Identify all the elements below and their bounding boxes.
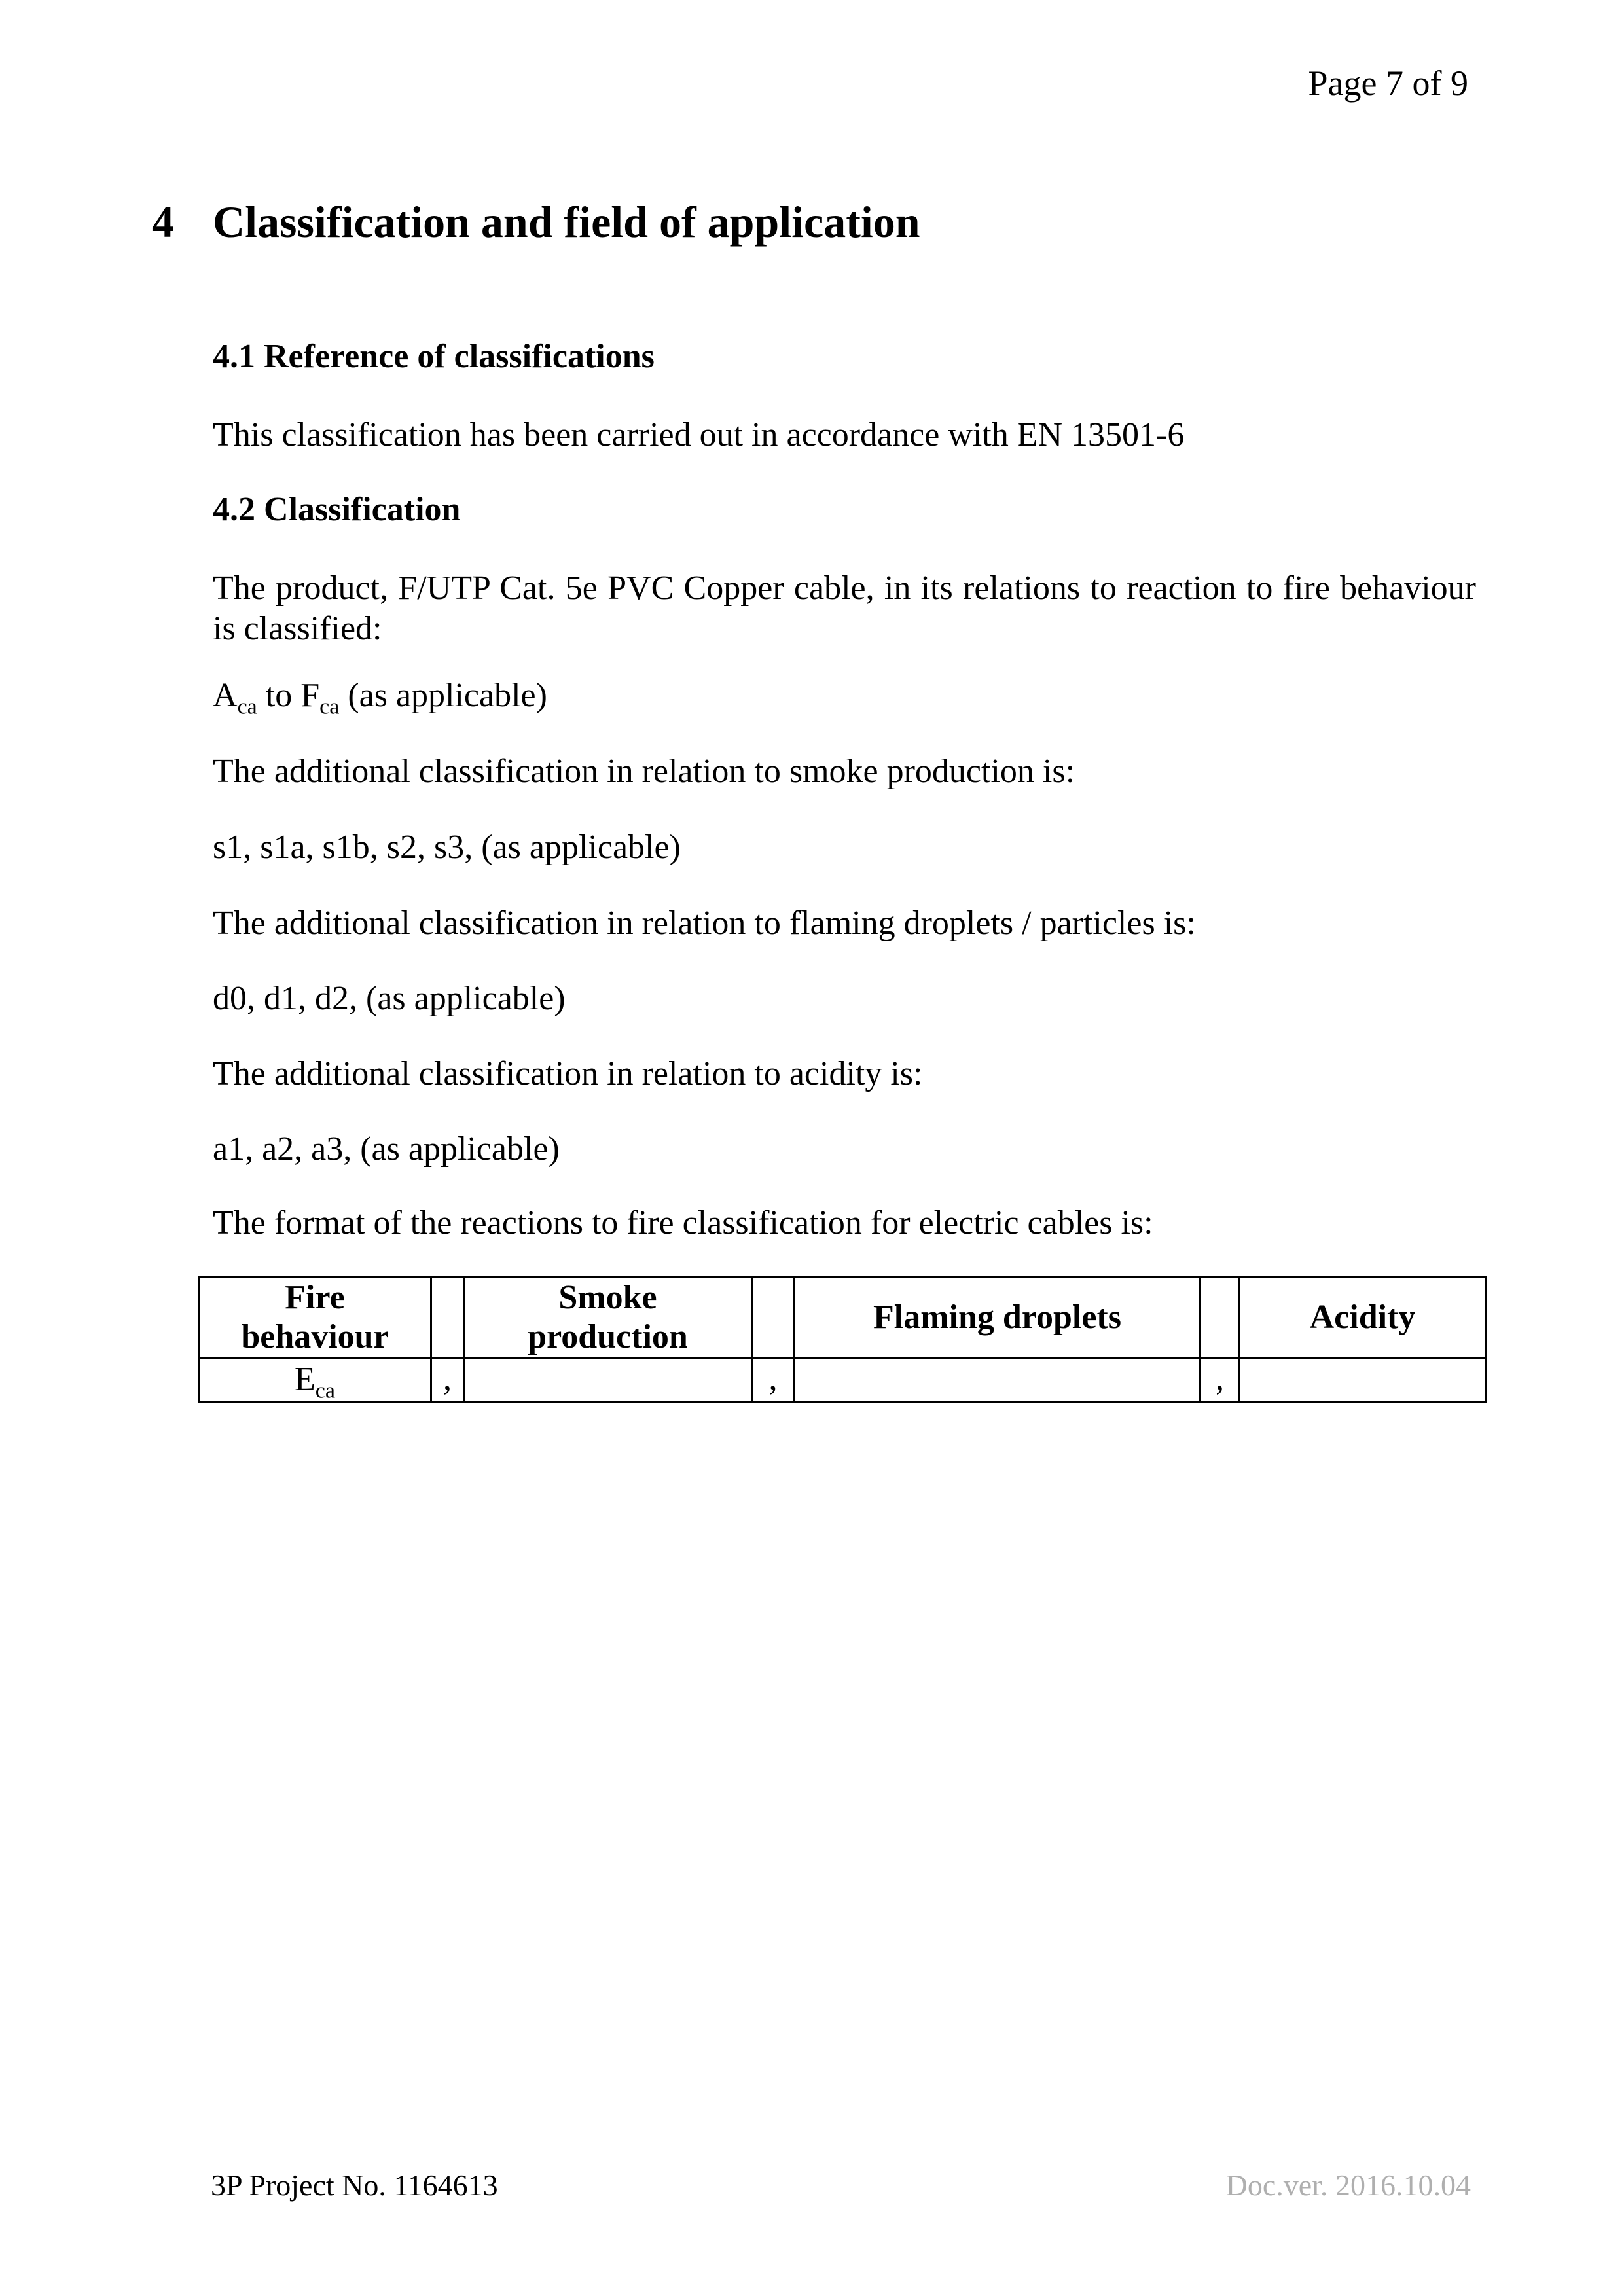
header-cell-smoke-production: Smoke production (464, 1278, 752, 1358)
paragraph-product-classified: The product, F/UTP Cat. 5e PVC Copper cable, in its relations to reaction to fire behaviour is classified: (213, 569, 1476, 647)
cell-fire-behaviour-value (199, 1357, 431, 1401)
cell-smoke-production-value (464, 1357, 752, 1401)
smoke-values-line: s1, s1a, s1b, s2, s3, (as applicable) (213, 829, 681, 866)
table-row (199, 1357, 1486, 1401)
paragraph-smoke-intro: The additional classification in relation to smoke production is: (213, 753, 1075, 790)
cell-flaming-droplets-value (795, 1357, 1200, 1401)
fire-class-range-line (213, 675, 1476, 719)
fire-class-a-subscript: ca (237, 694, 257, 719)
heading-number: 4 (152, 197, 174, 247)
paragraph-format-intro: The format of the reactions to fire classification for electric cables is: (213, 1204, 1153, 1242)
page-number: Page 7 of 9 (1308, 63, 1468, 103)
fire-class-e: E (295, 1361, 316, 1399)
header-cell-flaming-droplets: Flaming droplets (795, 1278, 1200, 1358)
header-cell-separator-3 (1200, 1278, 1240, 1358)
section-heading-4 (152, 196, 920, 248)
cell-acidity-value (1240, 1357, 1486, 1401)
fire-class-a: A (213, 677, 238, 714)
fire-class-to-f: to F (257, 677, 320, 714)
fire-class-as-applicable: (as applicable) (339, 677, 547, 714)
header-cell-separator-2 (752, 1278, 795, 1358)
paragraph-reference: This classification has been carried out in accordance with EN 13501-6 (213, 416, 1185, 454)
acidity-values-line: a1, a2, a3, (as applicable) (213, 1130, 560, 1168)
cell-comma-1: , (431, 1357, 464, 1401)
heading-title: Classification and field of application (213, 197, 920, 247)
header-cell-fire-behaviour: Fire behaviour (199, 1278, 431, 1358)
droplets-values-line: d0, d1, d2, (as applicable) (213, 980, 566, 1017)
paragraph-acidity-intro: The additional classification in relation to acidity is: (213, 1055, 923, 1092)
table-header-row (199, 1278, 1486, 1358)
fire-class-e-subscript: ca (315, 1378, 335, 1402)
cell-comma-2: , (752, 1357, 795, 1401)
header-cell-acidity: Acidity (1240, 1278, 1486, 1358)
cell-comma-3: , (1200, 1357, 1240, 1401)
paragraph-droplets-intro: The additional classification in relation to flaming droplets / particles is: (213, 905, 1196, 942)
header-cell-separator-1 (431, 1278, 464, 1358)
footer-doc-version: Doc.ver. 2016.10.04 (1225, 2168, 1471, 2202)
subsection-title-4-1: 4.1 Reference of classifications (213, 338, 655, 375)
fire-class-f-subscript: ca (319, 694, 340, 719)
subsection-title-4-2: 4.2 Classification (213, 491, 461, 528)
classification-format-table (198, 1276, 1487, 1403)
footer-project-number: 3P Project No. 1164613 (211, 2168, 498, 2202)
